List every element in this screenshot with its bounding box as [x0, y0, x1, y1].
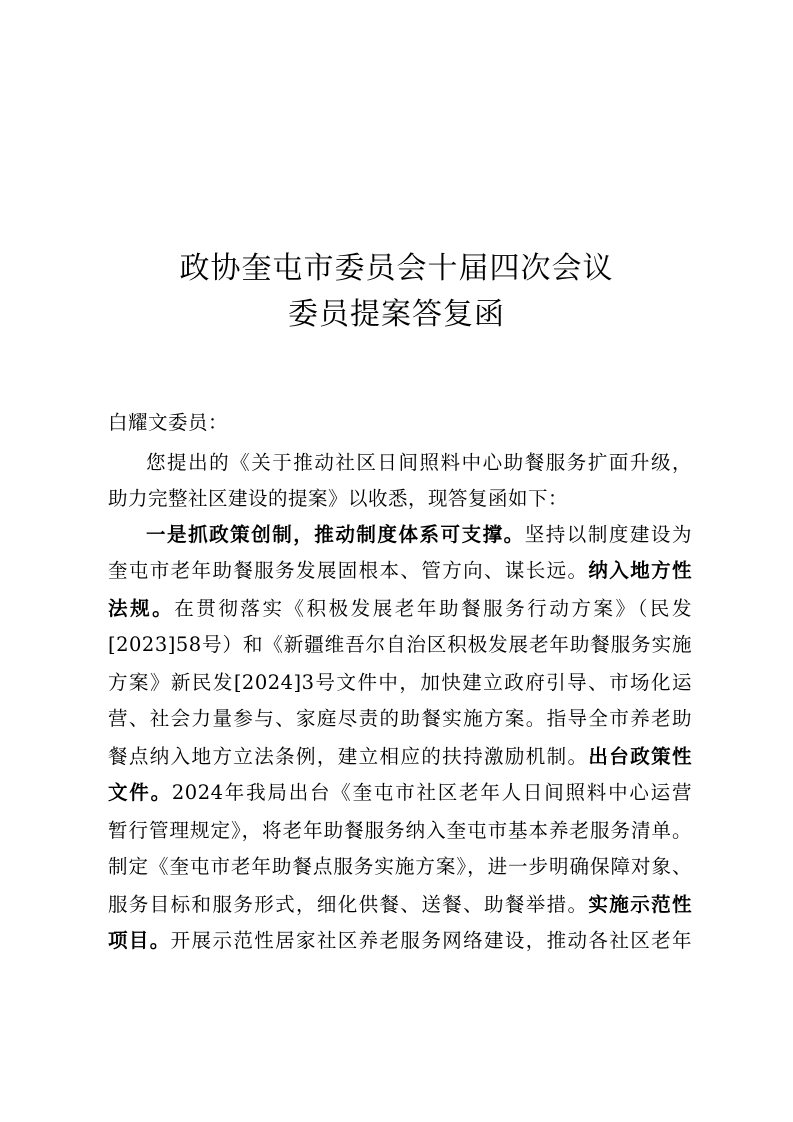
bold-heading-text: 文件。 [108, 781, 172, 804]
body-text: 奎屯市老年助餐服务发展固根本、管方向、谋长远。 [108, 559, 589, 582]
paragraph-line [108, 486, 568, 512]
paragraph-line [108, 928, 692, 954]
body-text: [2023]58号）和《新疆维吾尔自治区积极发展老年助餐服务实施 [108, 633, 692, 656]
document-title-line-2: 委员提案答复函 [288, 297, 505, 332]
paragraph-line [108, 854, 692, 880]
body-text: 助力完整社区建设的提案》以收悉，现答复函如下： [108, 487, 569, 510]
salutation: 白耀文委员： [108, 411, 229, 434]
bold-heading-text: 项目。 [108, 929, 171, 952]
body-text: 服务目标和服务形式，细化供餐、送餐、助餐举措。 [108, 893, 589, 916]
body-text: 制定《奎屯市老年助餐点服务实施方案》，进一步明确保障对象、 [108, 855, 692, 878]
paragraph-line [108, 558, 692, 584]
paragraph-line [146, 522, 692, 548]
paragraph-line [108, 596, 692, 622]
bold-heading-text: 出台政策性 [588, 745, 692, 768]
bold-heading-text: 法规。 [108, 597, 175, 620]
body-text: 餐点纳入地方立法条例，建立相应的扶持激励机制。 [108, 745, 589, 768]
body-text: 在贯彻落实《积极发展老年助餐服务行动方案》（民发 [174, 597, 692, 620]
body-text: 营、社会力量参与、家庭尽责的助餐实施方案。指导全市养老助 [108, 707, 692, 730]
body-text: 方案》新民发[2024]3号文件中，加快建立政府引导、市场化运 [108, 671, 692, 694]
paragraph-line [108, 670, 692, 696]
paragraph-line [146, 450, 692, 476]
bold-heading-text: 一是抓政策创制，推动制度体系可支撑。 [146, 523, 525, 546]
body-text: 暂行管理规定》，将老年助餐服务纳入奎屯市基本养老服务清单。 [108, 819, 692, 842]
paragraph-line [108, 706, 692, 732]
body-text: 开展示范性居家社区养老服务网络建设，推动各社区老年 [170, 929, 692, 952]
document-title-line-1: 政协奎屯市委员会十届四次会议 [179, 251, 614, 286]
paragraph-line [108, 818, 692, 844]
body-text: 坚持以制度建设为 [524, 523, 692, 546]
bold-heading-text: 实施示范性 [588, 893, 692, 916]
paragraph-line [108, 632, 692, 658]
paragraph-line [108, 892, 692, 918]
body-text: 您提出的《关于推动社区日间照料中心助餐服务扩面升级， [146, 451, 692, 474]
paragraph-line [108, 744, 692, 770]
bold-heading-text: 纳入地方性 [588, 559, 692, 582]
paragraph-line [108, 780, 692, 806]
body-text: 2024年我局出台《奎屯市社区老年人日间照料中心运营 [171, 781, 692, 804]
